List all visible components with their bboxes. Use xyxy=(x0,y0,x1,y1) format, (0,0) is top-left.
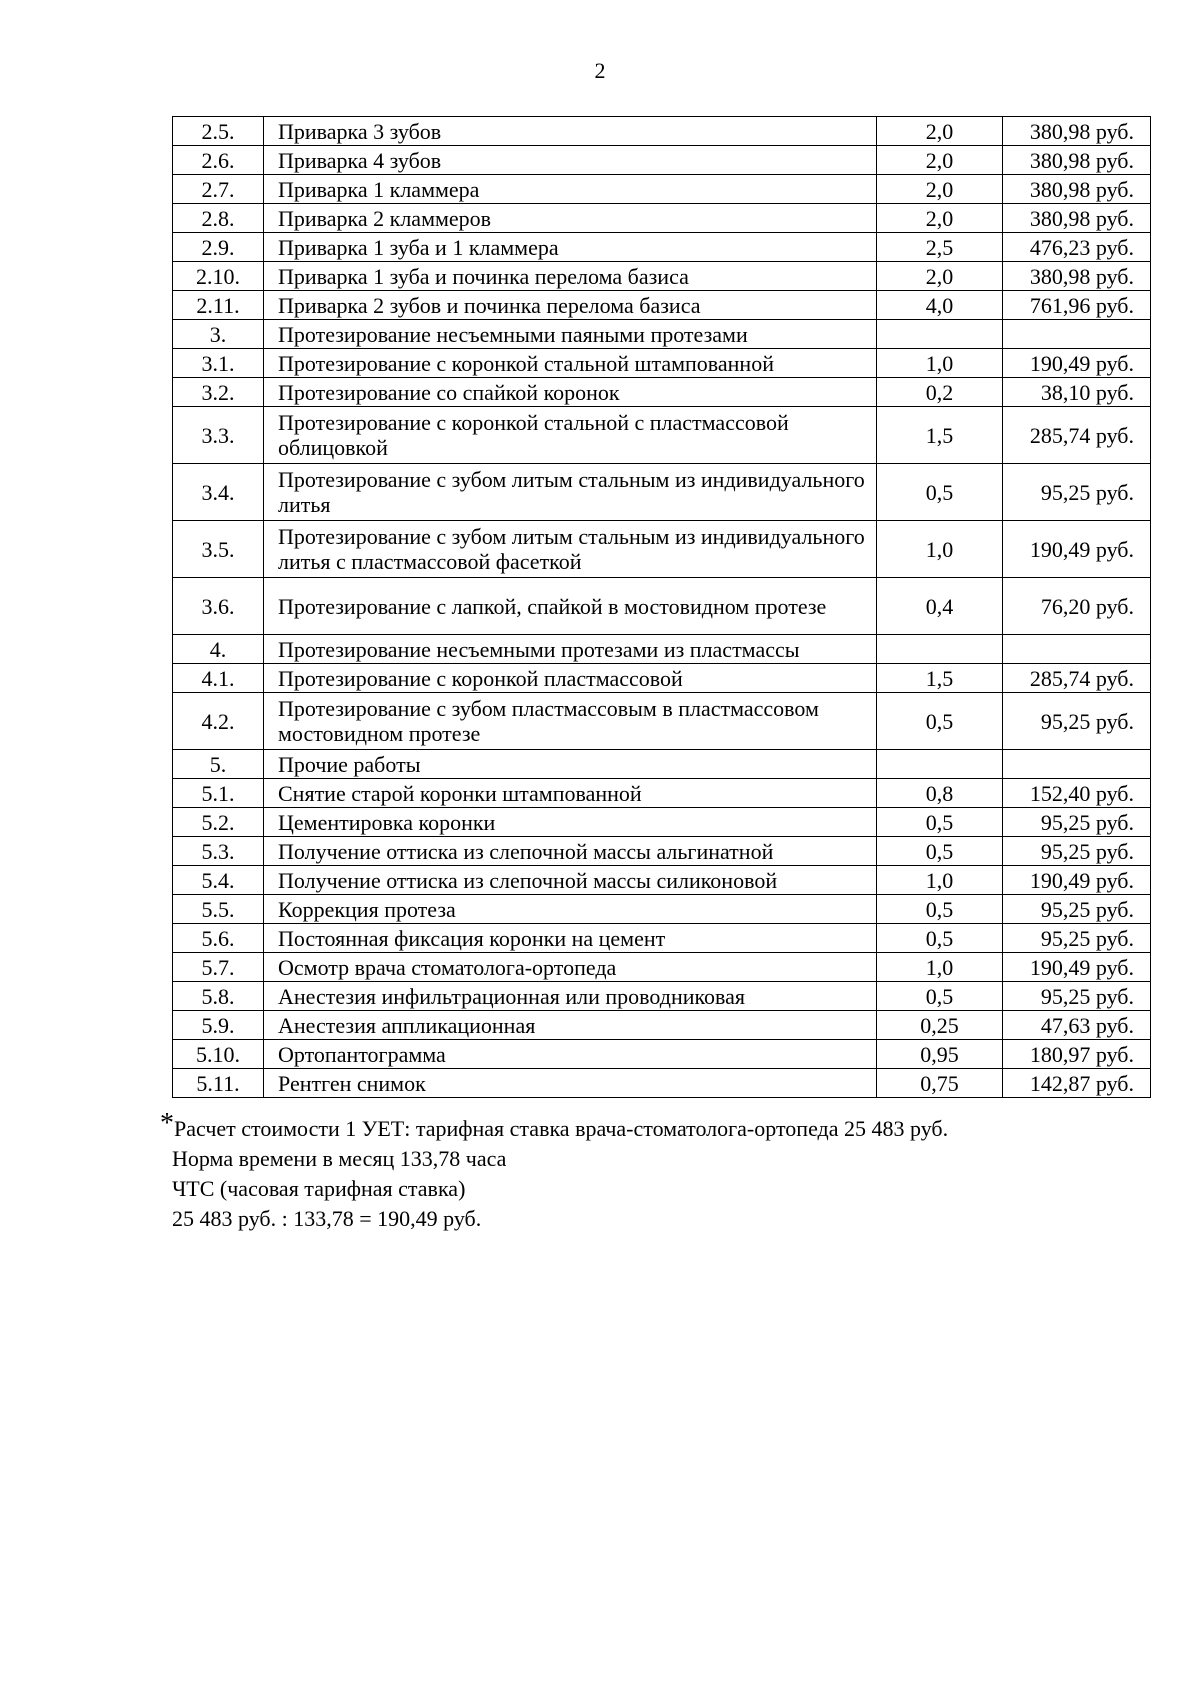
row-number-cell: 3. xyxy=(173,320,264,349)
price-cell: 285,74 руб. xyxy=(1003,407,1151,464)
service-name-cell: Протезирование со спайкой коронок xyxy=(264,378,877,407)
service-name-cell: Протезирование с зубом пластмассовым в пластмассовом мостовидном протезе xyxy=(264,693,877,750)
row-number-cell: 3.4. xyxy=(173,464,264,521)
uet-cell: 1,5 xyxy=(877,407,1003,464)
table-row xyxy=(173,204,1151,233)
service-name-cell: Приварка 2 зубов и починка перелома базиса xyxy=(264,291,877,320)
service-name-cell: Ортопантограмма xyxy=(264,1040,877,1069)
price-cell: 190,49 руб. xyxy=(1003,349,1151,378)
price-cell: 47,63 руб. xyxy=(1003,1011,1151,1040)
service-name-cell: Получение оттиска из слепочной массы альгинатной xyxy=(264,837,877,866)
uet-cell: 0,25 xyxy=(877,1011,1003,1040)
service-name-cell: Приварка 1 зуба и 1 кламмера xyxy=(264,233,877,262)
price-cell: 380,98 руб. xyxy=(1003,146,1151,175)
table-row xyxy=(173,1040,1151,1069)
page-number: 2 xyxy=(594,58,606,83)
uet-calculation-notes xyxy=(160,1108,1160,1234)
price-table xyxy=(172,116,1151,1098)
table-row xyxy=(173,378,1151,407)
price-cell: 142,87 руб. xyxy=(1003,1069,1151,1098)
table-row xyxy=(173,664,1151,693)
table-row xyxy=(173,1011,1151,1040)
table-row xyxy=(173,117,1151,146)
row-number-cell: 4.2. xyxy=(173,693,264,750)
price-cell: 95,25 руб. xyxy=(1003,464,1151,521)
service-name-cell: Приварка 4 зубов xyxy=(264,146,877,175)
service-name-cell: Снятие старой коронки штампованной xyxy=(264,779,877,808)
row-number-cell: 4.1. xyxy=(173,664,264,693)
service-name-cell: Приварка 3 зубов xyxy=(264,117,877,146)
row-number-cell: 2.6. xyxy=(173,146,264,175)
uet-cell: 2,0 xyxy=(877,146,1003,175)
uet-cell: 0,5 xyxy=(877,464,1003,521)
service-name-cell: Протезирование с зубом литым стальным из индивидуального литья с пластмассовой фасеткой xyxy=(264,521,877,578)
price-cell: 476,23 руб. xyxy=(1003,233,1151,262)
row-number-cell: 3.3. xyxy=(173,407,264,464)
price-cell: 180,97 руб. xyxy=(1003,1040,1151,1069)
row-number-cell: 5.7. xyxy=(173,953,264,982)
table-row xyxy=(173,866,1151,895)
service-name-cell: Протезирование несъемными протезами из пластмассы xyxy=(264,635,877,664)
uet-cell xyxy=(877,635,1003,664)
price-cell: 95,25 руб. xyxy=(1003,837,1151,866)
price-cell: 95,25 руб. xyxy=(1003,982,1151,1011)
footnote-asterisk: * xyxy=(160,1108,174,1139)
note-text-1: Расчет стоимости 1 УЕТ: тарифная ставка врача-стоматолога-ортопеда 25 483 руб. xyxy=(174,1116,949,1141)
row-number-cell: 2.11. xyxy=(173,291,264,320)
uet-cell: 1,5 xyxy=(877,664,1003,693)
service-name-cell: Рентген снимок xyxy=(264,1069,877,1098)
uet-cell: 1,0 xyxy=(877,521,1003,578)
price-cell: 76,20 руб. xyxy=(1003,578,1151,635)
row-number-cell: 5.8. xyxy=(173,982,264,1011)
uet-cell: 0,2 xyxy=(877,378,1003,407)
row-number-cell: 2.8. xyxy=(173,204,264,233)
service-name-cell: Постоянная фиксация коронки на цемент xyxy=(264,924,877,953)
service-name-cell: Прочие работы xyxy=(264,750,877,779)
uet-cell: 4,0 xyxy=(877,291,1003,320)
table-row xyxy=(173,407,1151,464)
table-row xyxy=(173,924,1151,953)
table-row xyxy=(173,750,1151,779)
table-row xyxy=(173,175,1151,204)
uet-cell: 2,0 xyxy=(877,204,1003,233)
table-row xyxy=(173,262,1151,291)
uet-cell: 0,8 xyxy=(877,779,1003,808)
service-name-cell: Коррекция протеза xyxy=(264,895,877,924)
price-cell: 380,98 руб. xyxy=(1003,262,1151,291)
row-number-cell: 5.5. xyxy=(173,895,264,924)
uet-cell: 1,0 xyxy=(877,953,1003,982)
uet-cell: 0,95 xyxy=(877,1040,1003,1069)
row-number-cell: 3.2. xyxy=(173,378,264,407)
price-cell: 38,10 руб. xyxy=(1003,378,1151,407)
row-number-cell: 5.3. xyxy=(173,837,264,866)
price-cell: 761,96 руб. xyxy=(1003,291,1151,320)
price-cell: 95,25 руб. xyxy=(1003,808,1151,837)
uet-cell: 1,0 xyxy=(877,866,1003,895)
table-row xyxy=(173,521,1151,578)
service-name-cell: Протезирование с лапкой, спайкой в мостовидном протезе xyxy=(264,578,877,635)
service-name-cell: Приварка 1 зуба и починка перелома базиса xyxy=(264,262,877,291)
price-cell: 380,98 руб. xyxy=(1003,175,1151,204)
table-row xyxy=(173,635,1151,664)
price-cell: 190,49 руб. xyxy=(1003,521,1151,578)
note-line-1 xyxy=(160,1108,1160,1144)
service-name-cell: Приварка 1 кламмера xyxy=(264,175,877,204)
service-name-cell: Протезирование с коронкой стальной с пластмассовой облицовкой xyxy=(264,407,877,464)
row-number-cell: 3.6. xyxy=(173,578,264,635)
price-cell xyxy=(1003,750,1151,779)
table-row xyxy=(173,808,1151,837)
row-number-cell: 5.2. xyxy=(173,808,264,837)
table-row xyxy=(173,578,1151,635)
service-name-cell: Анестезия аппликационная xyxy=(264,1011,877,1040)
price-cell: 95,25 руб. xyxy=(1003,693,1151,750)
table-row xyxy=(173,1069,1151,1098)
price-cell: 152,40 руб. xyxy=(1003,779,1151,808)
service-name-cell: Получение оттиска из слепочной массы силиконовой xyxy=(264,866,877,895)
row-number-cell: 5.6. xyxy=(173,924,264,953)
row-number-cell: 2.5. xyxy=(173,117,264,146)
uet-cell: 0,5 xyxy=(877,982,1003,1011)
row-number-cell: 2.9. xyxy=(173,233,264,262)
table-row xyxy=(173,953,1151,982)
service-name-cell: Анестезия инфильтрационная или проводниковая xyxy=(264,982,877,1011)
uet-cell: 0,5 xyxy=(877,895,1003,924)
table-row xyxy=(173,779,1151,808)
uet-cell: 2,5 xyxy=(877,233,1003,262)
uet-cell: 1,0 xyxy=(877,349,1003,378)
row-number-cell: 5.10. xyxy=(173,1040,264,1069)
row-number-cell: 5.1. xyxy=(173,779,264,808)
note-line-2: Норма времени в месяц 133,78 часа xyxy=(172,1146,507,1171)
table-row xyxy=(173,895,1151,924)
table-row xyxy=(173,320,1151,349)
service-name-cell: Приварка 2 кламмеров xyxy=(264,204,877,233)
uet-cell: 0,5 xyxy=(877,924,1003,953)
table-row xyxy=(173,464,1151,521)
price-cell: 380,98 руб. xyxy=(1003,204,1151,233)
uet-cell: 0,4 xyxy=(877,578,1003,635)
price-cell: 285,74 руб. xyxy=(1003,664,1151,693)
uet-cell: 2,0 xyxy=(877,262,1003,291)
row-number-cell: 3.1. xyxy=(173,349,264,378)
price-cell xyxy=(1003,320,1151,349)
table-row xyxy=(173,837,1151,866)
service-name-cell: Протезирование с коронкой стальной штампованной xyxy=(264,349,877,378)
service-name-cell: Протезирование с зубом литым стальным из индивидуального литья xyxy=(264,464,877,521)
row-number-cell: 5.9. xyxy=(173,1011,264,1040)
uet-cell xyxy=(877,320,1003,349)
price-cell xyxy=(1003,635,1151,664)
uet-cell: 0,5 xyxy=(877,837,1003,866)
row-number-cell: 3.5. xyxy=(173,521,264,578)
note-line-3: ЧТС (часовая тарифная ставка) xyxy=(172,1176,466,1201)
service-name-cell: Протезирование несъемными паяными протезами xyxy=(264,320,877,349)
price-cell: 95,25 руб. xyxy=(1003,924,1151,953)
note-line-4: 25 483 руб. : 133,78 = 190,49 руб. xyxy=(172,1206,482,1231)
row-number-cell: 2.7. xyxy=(173,175,264,204)
service-name-cell: Цементировка коронки xyxy=(264,808,877,837)
uet-cell: 0,5 xyxy=(877,808,1003,837)
table-row xyxy=(173,146,1151,175)
row-number-cell: 5.11. xyxy=(173,1069,264,1098)
price-cell: 380,98 руб. xyxy=(1003,117,1151,146)
uet-cell xyxy=(877,750,1003,779)
uet-cell: 2,0 xyxy=(877,117,1003,146)
price-cell: 190,49 руб. xyxy=(1003,953,1151,982)
uet-cell: 0,75 xyxy=(877,1069,1003,1098)
price-cell: 190,49 руб. xyxy=(1003,866,1151,895)
uet-cell: 0,5 xyxy=(877,693,1003,750)
service-name-cell: Осмотр врача стоматолога-ортопеда xyxy=(264,953,877,982)
table-row xyxy=(173,693,1151,750)
table-row xyxy=(173,982,1151,1011)
service-name-cell: Протезирование с коронкой пластмассовой xyxy=(264,664,877,693)
row-number-cell: 2.10. xyxy=(173,262,264,291)
table-row xyxy=(173,349,1151,378)
table-row xyxy=(173,291,1151,320)
row-number-cell: 4. xyxy=(173,635,264,664)
price-table-body xyxy=(173,117,1151,1098)
uet-cell: 2,0 xyxy=(877,175,1003,204)
row-number-cell: 5. xyxy=(173,750,264,779)
row-number-cell: 5.4. xyxy=(173,866,264,895)
price-cell: 95,25 руб. xyxy=(1003,895,1151,924)
table-row xyxy=(173,233,1151,262)
